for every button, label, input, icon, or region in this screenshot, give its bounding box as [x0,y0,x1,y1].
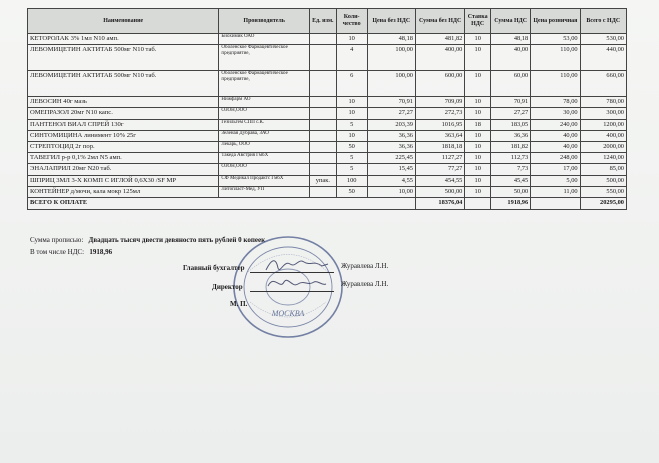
cell-sum: 272,73 [415,108,464,119]
cell-vat: 181,82 [491,141,531,152]
chief-accountant-name: Журавлева Л.Н. [341,262,389,270]
cell-sum: 454,55 [415,175,464,186]
cell-price: 225,45 [367,153,415,164]
cell-unit: упак. [309,175,336,186]
cell-maker: Литопласт-Мед, УП [219,186,310,197]
cell-rate: 10 [465,164,491,175]
header-col-name: Наименование [28,9,219,34]
cell-rate: 10 [465,141,491,152]
cell-vat: 36,36 [491,130,531,141]
cell-unit [309,119,336,130]
cell-vat: 50,00 [491,186,531,197]
cell-unit [309,108,336,119]
cell-total: 85,00 [580,164,626,175]
cell-unit [309,164,336,175]
cell-rate: 10 [465,175,491,186]
header-col-maker: Производитель [219,9,310,34]
cell-qty: 10 [336,97,367,108]
cell-price: 100,00 [367,71,415,97]
totals-total: 20295,00 [580,197,626,209]
totals-sum: 18376,04 [415,197,464,209]
table-row [28,45,627,71]
header-col-total: Всего с НДС [580,9,626,34]
mp-label-wrap [230,300,247,308]
cell-retail: 110,00 [531,71,580,97]
cell-maker: ОЗОН,ООО [219,164,310,175]
cell-rate: 10 [465,130,491,141]
table-row [28,119,627,130]
cell-name: СИНТОМИЦИНА линимент 10% 25г [28,130,219,141]
cell-vat: 7,73 [491,164,531,175]
cell-qty: 50 [336,186,367,197]
cell-total: 500,00 [580,175,626,186]
vat-line [30,248,112,256]
cell-qty: 10 [336,34,367,45]
header-col-rate: Ставка НДС [465,9,491,34]
cell-sum: 500,00 [415,186,464,197]
table-row [28,164,627,175]
cell-price: 36,36 [367,130,415,141]
cell-name: КЕТОРОЛАК 3% 1мл N10 амп. [28,34,219,45]
cell-total: 780,00 [580,97,626,108]
cell-vat: 48,18 [491,34,531,45]
cell-retail: 30,00 [531,108,580,119]
chief-accountant-label: Главный бухгалтер [183,264,245,272]
cell-rate: 10 [465,186,491,197]
cell-sum: 1127,27 [415,153,464,164]
table-row [28,153,627,164]
cell-sum: 600,00 [415,71,464,97]
director-label: Директор [212,283,243,291]
cell-maker: Нижфарм АО [219,97,310,108]
invoice-table [27,8,627,210]
totals-vat: 1918,96 [491,197,531,209]
cell-qty: 4 [336,45,367,71]
vat-value: 1918,96 [89,248,113,256]
cell-vat: 70,91 [491,97,531,108]
cell-retail: 53,00 [531,34,580,45]
totals-rate-empty [465,197,491,209]
cell-maker: Зеленая Дубрава, ЗАО [219,130,310,141]
cell-rate: 10 [465,34,491,45]
cell-qty: 5 [336,153,367,164]
table-row [28,97,627,108]
cell-sum: 400,00 [415,45,464,71]
cell-price: 48,18 [367,34,415,45]
cell-maker: Такеда Австрия ГмбХ [219,153,310,164]
table-body [28,34,627,198]
cell-rate: 10 [465,71,491,97]
vat-label: В том числе НДС: [30,248,85,256]
cell-maker: Оболенское Фармацевтическое предприятие, [219,45,310,71]
cell-retail: 11,00 [531,186,580,197]
table-row [28,175,627,186]
cell-name: ШПРИЦ 3МЛ 3-Х КОМП С ИГЛОЙ 0,6X30 /SF MP [28,175,219,186]
cell-sum: 1016,95 [415,119,464,130]
cell-maker: Оболенское Фармацевтическое предприятие, [219,71,310,97]
table-row [28,108,627,119]
cell-maker: Гезильгем СПП с.К. [219,119,310,130]
cell-name: КОНТЕЙНЕР д/мочи, кала мокр 125мл [28,186,219,197]
cell-rate: 10 [465,45,491,71]
cell-vat: 45,45 [491,175,531,186]
cell-unit [309,71,336,97]
cell-retail: 40,00 [531,130,580,141]
cell-retail: 17,00 [531,164,580,175]
cell-sum: 1818,18 [415,141,464,152]
cell-total: 660,00 [580,71,626,97]
table-row [28,186,627,197]
cell-unit [309,130,336,141]
cell-qty: 100 [336,175,367,186]
cell-unit [309,153,336,164]
cell-qty: 5 [336,119,367,130]
table-row [28,71,627,97]
cell-qty: 50 [336,141,367,152]
cell-maker: Биохимик ОАО [219,34,310,45]
sum-words-value: Двадцать тысяч двести девяносто пять рублей 0 копеек [88,236,266,244]
cell-unit [309,34,336,45]
mp-label: М. П. [230,300,248,308]
cell-rate: 10 [465,153,491,164]
cell-retail: 78,00 [531,97,580,108]
cell-vat: 60,00 [491,71,531,97]
cell-total: 300,00 [580,108,626,119]
cell-retail: 110,00 [531,45,580,71]
cell-vat: 40,00 [491,45,531,71]
cell-vat: 112,73 [491,153,531,164]
cell-retail: 248,00 [531,153,580,164]
cell-total: 440,00 [580,45,626,71]
cell-maker: Лекарь, ООО [219,141,310,152]
cell-sum: 709,09 [415,97,464,108]
header-col-qty: Коли-чество [336,9,367,34]
cell-price: 36,36 [367,141,415,152]
director-name: Журавлева Л.Н. [341,280,389,288]
cell-total: 530,00 [580,34,626,45]
cell-sum: 363,64 [415,130,464,141]
cell-price: 15,45 [367,164,415,175]
cell-name: СТРЕПТОЦИД 2г пор. [28,141,219,152]
cell-total: 1200,00 [580,119,626,130]
cell-total: 2000,00 [580,141,626,152]
cell-sum: 77,27 [415,164,464,175]
cell-name: ЭНАЛАПРИЛ 20мг N20 таб. [28,164,219,175]
table-row [28,141,627,152]
totals-row [28,197,627,209]
table-row [28,34,627,45]
cell-name: ЛЕВОМИЦЕТИН АКТИТАБ 500мг N10 таб. [28,45,219,71]
cell-name: ТАВЕГИЛ р-р 0,1% 2мл N5 амп. [28,153,219,164]
cell-name: ЛЕВОМИЦЕТИН АКТИТАБ 500мг N10 таб. [28,71,219,97]
cell-price: 4,55 [367,175,415,186]
cell-unit [309,45,336,71]
cell-price: 10,00 [367,186,415,197]
cell-qty: 10 [336,130,367,141]
cell-rate: 10 [465,97,491,108]
cell-maker: ОЗОН,ООО [219,108,310,119]
cell-price: 100,00 [367,45,415,71]
cell-retail: 40,00 [531,141,580,152]
table-header-row [28,9,627,34]
cell-rate: 10 [465,108,491,119]
cell-maker: СФ Медикал Продактс ГмбХ [219,175,310,186]
header-col-price: Цена без НДС [367,9,415,34]
cell-total: 550,00 [580,186,626,197]
cell-vat: 183,05 [491,119,531,130]
header-col-unit: Ед. изм. [309,9,336,34]
cell-name: ОМЕПРАЗОЛ 20мг N10 капс. [28,108,219,119]
cell-retail: 5,00 [531,175,580,186]
cell-name: ПАНТЕНОЛ ВИАЛ СПРЕЙ 130г [28,119,219,130]
cell-price: 203,39 [367,119,415,130]
header-col-retail: Цена розничная [531,9,580,34]
cell-qty: 10 [336,108,367,119]
cell-total: 1240,00 [580,153,626,164]
director-label-wrap [212,283,243,291]
table-row [28,130,627,141]
cell-name: ЛЕВОСИН 40г мазь [28,97,219,108]
chief-accountant-label-wrap [183,264,245,272]
cell-unit [309,97,336,108]
header-col-sum: Сумма без НДС [415,9,464,34]
cell-vat: 27,27 [491,108,531,119]
cell-price: 27,27 [367,108,415,119]
cell-price: 70,91 [367,97,415,108]
cell-sum: 481,82 [415,34,464,45]
cell-unit [309,141,336,152]
cell-rate: 18 [465,119,491,130]
director-signature [262,272,332,294]
stamp-city: МОСКВА [271,309,305,318]
cell-retail: 240,00 [531,119,580,130]
cell-total: 400,00 [580,130,626,141]
sum-words-label: Сумма прописью: [30,236,84,244]
cell-qty: 6 [336,71,367,97]
totals-retail-empty [531,197,580,209]
totals-label: ВСЕГО К ОПЛАТЕ [28,197,416,209]
cell-qty: 5 [336,164,367,175]
cell-unit [309,186,336,197]
header-col-vat: Сумма НДС [491,9,531,34]
